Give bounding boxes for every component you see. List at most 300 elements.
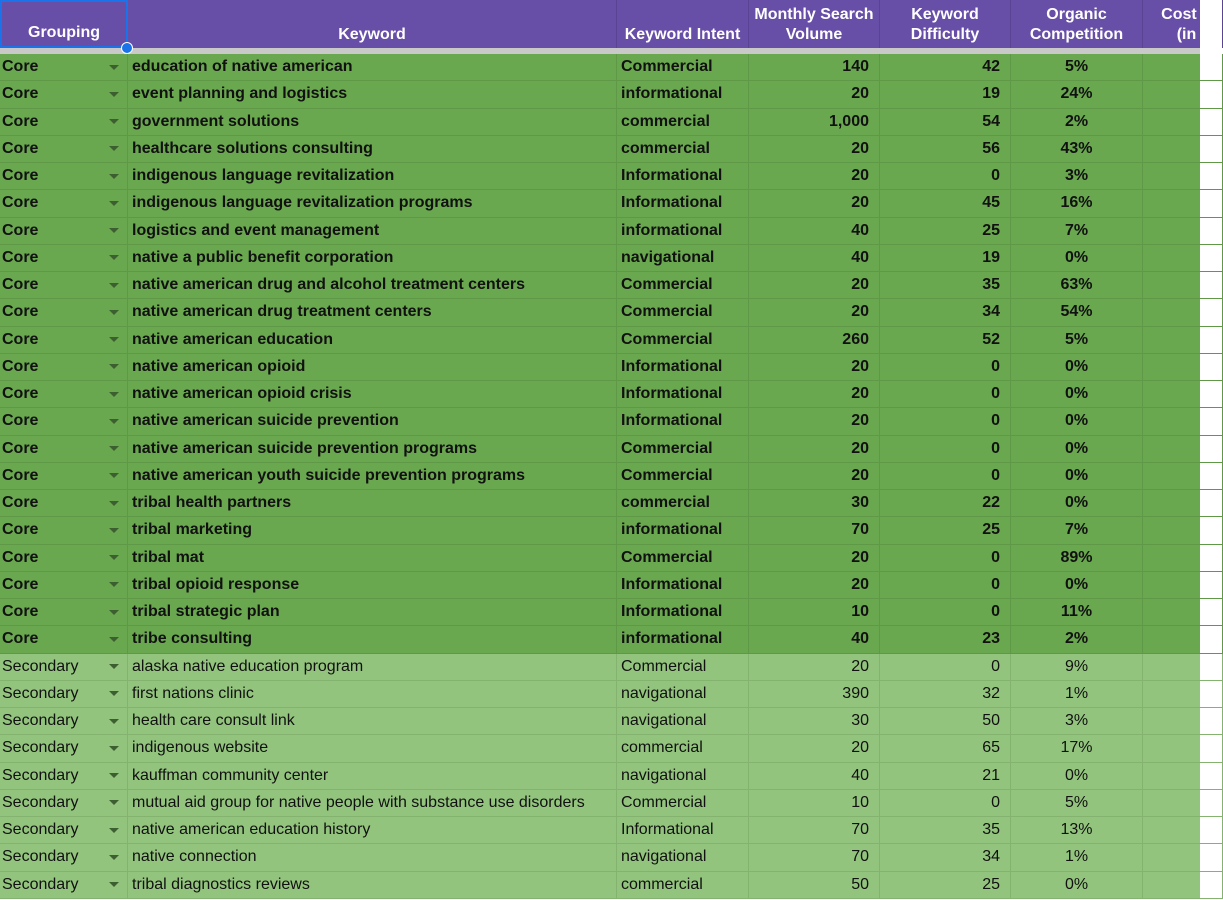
table-row bbox=[0, 245, 1200, 272]
difficulty-cell[interactable] bbox=[880, 490, 1011, 517]
dropdown-arrow-icon[interactable] bbox=[109, 582, 119, 587]
cost-cell[interactable] bbox=[1143, 844, 1223, 871]
competition-cell[interactable] bbox=[1011, 708, 1143, 735]
intent-cell[interactable] bbox=[617, 844, 749, 871]
cell-text: Informational bbox=[621, 357, 723, 375]
intent-cell[interactable] bbox=[617, 872, 749, 899]
keyword-cell[interactable] bbox=[128, 245, 617, 272]
intent-cell[interactable] bbox=[617, 272, 749, 299]
dropdown-arrow-icon[interactable] bbox=[109, 773, 119, 778]
dropdown-arrow-icon[interactable] bbox=[109, 828, 119, 833]
intent-cell[interactable] bbox=[617, 626, 749, 653]
dropdown-arrow-icon[interactable] bbox=[109, 528, 119, 533]
header-cost[interactable] bbox=[1143, 0, 1223, 48]
difficulty-cell[interactable] bbox=[880, 654, 1011, 681]
competition-cell[interactable] bbox=[1011, 54, 1143, 81]
volume-cell[interactable] bbox=[749, 218, 880, 245]
volume-cell[interactable] bbox=[749, 654, 880, 681]
dropdown-arrow-icon[interactable] bbox=[109, 719, 119, 724]
cost-cell[interactable] bbox=[1143, 245, 1223, 272]
grouping-cell[interactable] bbox=[0, 463, 128, 490]
cost-cell[interactable] bbox=[1143, 490, 1223, 517]
volume-cell[interactable] bbox=[749, 735, 880, 762]
cell-text: 0% bbox=[1064, 248, 1089, 266]
volume-cell[interactable] bbox=[749, 136, 880, 163]
keyword-cell[interactable] bbox=[128, 490, 617, 517]
competition-cell[interactable] bbox=[1011, 81, 1143, 108]
volume-cell[interactable] bbox=[749, 844, 880, 871]
keyword-cell[interactable] bbox=[128, 599, 617, 626]
cost-cell[interactable] bbox=[1143, 299, 1223, 326]
header-label: Monthly Search Volume bbox=[754, 6, 874, 43]
dropdown-arrow-icon[interactable] bbox=[109, 419, 119, 424]
intent-cell[interactable] bbox=[617, 327, 749, 354]
cell-text: 5% bbox=[1064, 58, 1089, 76]
competition-cell[interactable] bbox=[1011, 218, 1143, 245]
dropdown-arrow-icon[interactable] bbox=[109, 119, 119, 124]
cell-text: informational bbox=[621, 630, 723, 648]
grouping-cell[interactable] bbox=[0, 626, 128, 653]
difficulty-cell[interactable] bbox=[880, 272, 1011, 299]
cost-cell[interactable] bbox=[1143, 545, 1223, 572]
cost-cell[interactable] bbox=[1143, 735, 1223, 762]
dropdown-arrow-icon[interactable] bbox=[109, 92, 119, 97]
intent-cell[interactable] bbox=[617, 517, 749, 544]
competition-cell[interactable] bbox=[1011, 463, 1143, 490]
keyword-cell[interactable] bbox=[128, 190, 617, 217]
competition-cell[interactable] bbox=[1011, 436, 1143, 463]
header-label: Keyword Intent bbox=[624, 26, 741, 43]
grouping-cell[interactable] bbox=[0, 436, 128, 463]
keyword-cell[interactable] bbox=[128, 545, 617, 572]
selection-handle[interactable] bbox=[121, 42, 133, 54]
competition-cell[interactable] bbox=[1011, 299, 1143, 326]
cell-text: 17% bbox=[1060, 739, 1093, 757]
keyword-cell[interactable] bbox=[128, 272, 617, 299]
keyword-cell[interactable] bbox=[128, 681, 617, 708]
header-grouping[interactable] bbox=[0, 0, 128, 48]
cost-cell[interactable] bbox=[1143, 54, 1223, 81]
intent-cell[interactable] bbox=[617, 299, 749, 326]
volume-cell[interactable] bbox=[749, 872, 880, 899]
intent-cell[interactable] bbox=[617, 817, 749, 844]
keyword-cell[interactable] bbox=[128, 844, 617, 871]
keyword-cell[interactable] bbox=[128, 218, 617, 245]
keyword-cell[interactable] bbox=[128, 463, 617, 490]
intent-cell[interactable] bbox=[617, 81, 749, 108]
cell-text: Core bbox=[2, 494, 39, 512]
grouping-cell[interactable] bbox=[0, 872, 128, 899]
difficulty-cell[interactable] bbox=[880, 109, 1011, 136]
grouping-cell[interactable] bbox=[0, 218, 128, 245]
competition-cell[interactable] bbox=[1011, 817, 1143, 844]
grouping-cell[interactable] bbox=[0, 545, 128, 572]
intent-cell[interactable] bbox=[617, 381, 749, 408]
cost-cell[interactable] bbox=[1143, 681, 1223, 708]
difficulty-cell[interactable] bbox=[880, 299, 1011, 326]
cost-cell[interactable] bbox=[1143, 218, 1223, 245]
cost-cell[interactable] bbox=[1143, 436, 1223, 463]
dropdown-arrow-icon[interactable] bbox=[109, 800, 119, 805]
difficulty-cell[interactable] bbox=[880, 163, 1011, 190]
keyword-cell[interactable] bbox=[128, 299, 617, 326]
difficulty-cell[interactable] bbox=[880, 327, 1011, 354]
keyword-cell[interactable] bbox=[128, 517, 617, 544]
difficulty-cell[interactable] bbox=[880, 763, 1011, 790]
dropdown-arrow-icon[interactable] bbox=[109, 228, 119, 233]
difficulty-cell[interactable] bbox=[880, 817, 1011, 844]
intent-cell[interactable] bbox=[617, 218, 749, 245]
dropdown-arrow-icon[interactable] bbox=[109, 664, 119, 669]
grouping-cell[interactable] bbox=[0, 517, 128, 544]
grouping-cell[interactable] bbox=[0, 790, 128, 817]
competition-cell[interactable] bbox=[1011, 190, 1143, 217]
difficulty-cell[interactable] bbox=[880, 218, 1011, 245]
cell-text: Informational bbox=[621, 412, 723, 430]
intent-cell[interactable] bbox=[617, 763, 749, 790]
intent-cell[interactable] bbox=[617, 136, 749, 163]
keyword-cell[interactable] bbox=[128, 136, 617, 163]
keyword-cell[interactable] bbox=[128, 626, 617, 653]
cell-text: native american suicide prevention bbox=[132, 412, 399, 430]
grouping-cell[interactable] bbox=[0, 54, 128, 81]
competition-cell[interactable] bbox=[1011, 572, 1143, 599]
intent-cell[interactable] bbox=[617, 190, 749, 217]
cell-text: 35 bbox=[982, 276, 1000, 294]
grouping-cell[interactable] bbox=[0, 654, 128, 681]
competition-cell[interactable] bbox=[1011, 844, 1143, 871]
volume-cell[interactable] bbox=[749, 109, 880, 136]
intent-cell[interactable] bbox=[617, 599, 749, 626]
cell-text: Core bbox=[2, 466, 39, 484]
cost-cell[interactable] bbox=[1143, 654, 1223, 681]
header-keyword[interactable] bbox=[128, 0, 617, 48]
cell-text: 65 bbox=[982, 739, 1000, 757]
competition-cell[interactable] bbox=[1011, 163, 1143, 190]
dropdown-arrow-icon[interactable] bbox=[109, 65, 119, 70]
cell-text: 70 bbox=[851, 848, 869, 866]
header-volume[interactable] bbox=[749, 0, 880, 48]
keyword-cell[interactable] bbox=[128, 436, 617, 463]
intent-cell[interactable] bbox=[617, 790, 749, 817]
volume-cell[interactable] bbox=[749, 190, 880, 217]
competition-cell[interactable] bbox=[1011, 354, 1143, 381]
keyword-cell[interactable] bbox=[128, 163, 617, 190]
dropdown-arrow-icon[interactable] bbox=[109, 473, 119, 478]
difficulty-cell[interactable] bbox=[880, 81, 1011, 108]
cost-cell[interactable] bbox=[1143, 708, 1223, 735]
volume-cell[interactable] bbox=[749, 817, 880, 844]
cost-cell[interactable] bbox=[1143, 272, 1223, 299]
competition-cell[interactable] bbox=[1011, 245, 1143, 272]
competition-cell[interactable] bbox=[1011, 381, 1143, 408]
difficulty-cell[interactable] bbox=[880, 354, 1011, 381]
intent-cell[interactable] bbox=[617, 354, 749, 381]
grouping-cell[interactable] bbox=[0, 299, 128, 326]
difficulty-cell[interactable] bbox=[880, 463, 1011, 490]
cost-cell[interactable] bbox=[1143, 790, 1223, 817]
cell-text: 30 bbox=[851, 494, 869, 512]
difficulty-cell[interactable] bbox=[880, 245, 1011, 272]
cost-cell[interactable] bbox=[1143, 136, 1223, 163]
difficulty-cell[interactable] bbox=[880, 708, 1011, 735]
difficulty-cell[interactable] bbox=[880, 599, 1011, 626]
dropdown-arrow-icon[interactable] bbox=[109, 283, 119, 288]
keyword-cell[interactable] bbox=[128, 327, 617, 354]
volume-cell[interactable] bbox=[749, 54, 880, 81]
keyword-cell[interactable] bbox=[128, 708, 617, 735]
grouping-cell[interactable] bbox=[0, 109, 128, 136]
competition-cell[interactable] bbox=[1011, 790, 1143, 817]
keyword-cell[interactable] bbox=[128, 408, 617, 435]
intent-cell[interactable] bbox=[617, 436, 749, 463]
intent-cell[interactable] bbox=[617, 109, 749, 136]
grouping-cell[interactable] bbox=[0, 245, 128, 272]
keyword-cell[interactable] bbox=[128, 81, 617, 108]
intent-cell[interactable] bbox=[617, 54, 749, 81]
difficulty-cell[interactable] bbox=[880, 572, 1011, 599]
cost-cell[interactable] bbox=[1143, 109, 1223, 136]
cell-text: indigenous language revitalization bbox=[132, 167, 395, 185]
cost-cell[interactable] bbox=[1143, 327, 1223, 354]
dropdown-arrow-icon[interactable] bbox=[109, 555, 119, 560]
volume-cell[interactable] bbox=[749, 545, 880, 572]
volume-cell[interactable] bbox=[749, 163, 880, 190]
cell-text: 50 bbox=[851, 875, 869, 893]
dropdown-arrow-icon[interactable] bbox=[109, 146, 119, 151]
competition-cell[interactable] bbox=[1011, 872, 1143, 899]
volume-cell[interactable] bbox=[749, 626, 880, 653]
volume-cell[interactable] bbox=[749, 272, 880, 299]
volume-cell[interactable] bbox=[749, 245, 880, 272]
cell-text: education of native american bbox=[132, 58, 353, 76]
competition-cell[interactable] bbox=[1011, 599, 1143, 626]
difficulty-cell[interactable] bbox=[880, 408, 1011, 435]
difficulty-cell[interactable] bbox=[880, 790, 1011, 817]
grouping-cell[interactable] bbox=[0, 81, 128, 108]
intent-cell[interactable] bbox=[617, 163, 749, 190]
intent-cell[interactable] bbox=[617, 408, 749, 435]
grouping-cell[interactable] bbox=[0, 327, 128, 354]
intent-cell[interactable] bbox=[617, 681, 749, 708]
difficulty-cell[interactable] bbox=[880, 190, 1011, 217]
dropdown-arrow-icon[interactable] bbox=[109, 174, 119, 179]
competition-cell[interactable] bbox=[1011, 545, 1143, 572]
difficulty-cell[interactable] bbox=[880, 436, 1011, 463]
intent-cell[interactable] bbox=[617, 735, 749, 762]
cell-text: Core bbox=[2, 357, 39, 375]
competition-cell[interactable] bbox=[1011, 327, 1143, 354]
intent-cell[interactable] bbox=[617, 654, 749, 681]
difficulty-cell[interactable] bbox=[880, 517, 1011, 544]
cell-text: 35 bbox=[982, 821, 1000, 839]
competition-cell[interactable] bbox=[1011, 272, 1143, 299]
volume-cell[interactable] bbox=[749, 790, 880, 817]
cell-text: 260 bbox=[842, 330, 869, 348]
competition-cell[interactable] bbox=[1011, 735, 1143, 762]
dropdown-arrow-icon[interactable] bbox=[109, 882, 119, 887]
difficulty-cell[interactable] bbox=[880, 381, 1011, 408]
cell-text: 13% bbox=[1060, 821, 1093, 839]
grouping-cell[interactable] bbox=[0, 272, 128, 299]
dropdown-arrow-icon[interactable] bbox=[109, 855, 119, 860]
header-difficulty[interactable] bbox=[880, 0, 1011, 48]
cost-cell[interactable] bbox=[1143, 408, 1223, 435]
difficulty-cell[interactable] bbox=[880, 545, 1011, 572]
cell-text: 34 bbox=[982, 848, 1000, 866]
cell-text: 10 bbox=[851, 793, 869, 811]
cell-text: 2% bbox=[1064, 630, 1089, 648]
keyword-cell[interactable] bbox=[128, 790, 617, 817]
grouping-cell[interactable] bbox=[0, 844, 128, 871]
cost-cell[interactable] bbox=[1143, 572, 1223, 599]
cost-cell[interactable] bbox=[1143, 763, 1223, 790]
competition-cell[interactable] bbox=[1011, 681, 1143, 708]
intent-cell[interactable] bbox=[617, 572, 749, 599]
volume-cell[interactable] bbox=[749, 354, 880, 381]
intent-cell[interactable] bbox=[617, 545, 749, 572]
keyword-cell[interactable] bbox=[128, 381, 617, 408]
cost-cell[interactable] bbox=[1143, 381, 1223, 408]
cell-text: native connection bbox=[132, 848, 257, 866]
grouping-cell[interactable] bbox=[0, 763, 128, 790]
cost-cell[interactable] bbox=[1143, 517, 1223, 544]
competition-cell[interactable] bbox=[1011, 136, 1143, 163]
intent-cell[interactable] bbox=[617, 490, 749, 517]
volume-cell[interactable] bbox=[749, 763, 880, 790]
cost-cell[interactable] bbox=[1143, 354, 1223, 381]
cost-cell[interactable] bbox=[1143, 81, 1223, 108]
grouping-cell[interactable] bbox=[0, 735, 128, 762]
grouping-cell[interactable] bbox=[0, 163, 128, 190]
intent-cell[interactable] bbox=[617, 708, 749, 735]
grouping-cell[interactable] bbox=[0, 490, 128, 517]
keyword-cell[interactable] bbox=[128, 572, 617, 599]
competition-cell[interactable] bbox=[1011, 763, 1143, 790]
competition-cell[interactable] bbox=[1011, 490, 1143, 517]
cell-text: Core bbox=[2, 303, 39, 321]
difficulty-cell[interactable] bbox=[880, 626, 1011, 653]
header-label: Organic Competition bbox=[1029, 6, 1124, 43]
volume-cell[interactable] bbox=[749, 436, 880, 463]
volume-cell[interactable] bbox=[749, 490, 880, 517]
volume-cell[interactable] bbox=[749, 463, 880, 490]
cell-text: 40 bbox=[851, 221, 869, 239]
cell-text: Core bbox=[2, 248, 39, 266]
volume-cell[interactable] bbox=[749, 599, 880, 626]
cost-cell[interactable] bbox=[1143, 599, 1223, 626]
volume-cell[interactable] bbox=[749, 381, 880, 408]
table-row bbox=[0, 817, 1200, 844]
competition-cell[interactable] bbox=[1011, 626, 1143, 653]
grouping-cell[interactable] bbox=[0, 599, 128, 626]
header-competition[interactable] bbox=[1011, 0, 1143, 48]
cost-cell[interactable] bbox=[1143, 463, 1223, 490]
keyword-cell[interactable] bbox=[128, 54, 617, 81]
dropdown-arrow-icon[interactable] bbox=[109, 637, 119, 642]
cell-text: 25 bbox=[982, 521, 1000, 539]
grouping-cell[interactable] bbox=[0, 354, 128, 381]
dropdown-arrow-icon[interactable] bbox=[109, 201, 119, 206]
competition-cell[interactable] bbox=[1011, 109, 1143, 136]
volume-cell[interactable] bbox=[749, 327, 880, 354]
volume-cell[interactable] bbox=[749, 408, 880, 435]
grouping-cell[interactable] bbox=[0, 136, 128, 163]
cell-text: Commercial bbox=[621, 793, 707, 811]
cost-cell[interactable] bbox=[1143, 163, 1223, 190]
difficulty-cell[interactable] bbox=[880, 735, 1011, 762]
volume-cell[interactable] bbox=[749, 81, 880, 108]
grouping-cell[interactable] bbox=[0, 381, 128, 408]
competition-cell[interactable] bbox=[1011, 654, 1143, 681]
grouping-cell[interactable] bbox=[0, 817, 128, 844]
grouping-cell[interactable] bbox=[0, 681, 128, 708]
volume-cell[interactable] bbox=[749, 681, 880, 708]
dropdown-arrow-icon[interactable] bbox=[109, 364, 119, 369]
header-intent[interactable] bbox=[617, 0, 749, 48]
cost-cell[interactable] bbox=[1143, 626, 1223, 653]
grouping-cell[interactable] bbox=[0, 572, 128, 599]
cell-text: Commercial bbox=[621, 58, 713, 76]
keyword-cell[interactable] bbox=[128, 872, 617, 899]
dropdown-arrow-icon[interactable] bbox=[109, 255, 119, 260]
difficulty-cell[interactable] bbox=[880, 136, 1011, 163]
dropdown-arrow-icon[interactable] bbox=[109, 310, 119, 315]
cell-text: 5% bbox=[1064, 330, 1089, 348]
grouping-cell[interactable] bbox=[0, 708, 128, 735]
difficulty-cell[interactable] bbox=[880, 54, 1011, 81]
keyword-cell[interactable] bbox=[128, 735, 617, 762]
cell-text: 54 bbox=[982, 112, 1000, 130]
difficulty-cell[interactable] bbox=[880, 844, 1011, 871]
volume-cell[interactable] bbox=[749, 708, 880, 735]
intent-cell[interactable] bbox=[617, 245, 749, 272]
cell-text: alaska native education program bbox=[132, 657, 364, 675]
cost-cell[interactable] bbox=[1143, 872, 1223, 899]
keyword-cell[interactable] bbox=[128, 109, 617, 136]
cell-text: 0% bbox=[1064, 466, 1089, 484]
volume-cell[interactable] bbox=[749, 572, 880, 599]
keyword-cell[interactable] bbox=[128, 354, 617, 381]
grouping-cell[interactable] bbox=[0, 408, 128, 435]
dropdown-arrow-icon[interactable] bbox=[109, 392, 119, 397]
intent-cell[interactable] bbox=[617, 463, 749, 490]
keyword-cell[interactable] bbox=[128, 817, 617, 844]
table-row bbox=[0, 190, 1200, 217]
volume-cell[interactable] bbox=[749, 517, 880, 544]
cell-text: 63% bbox=[1060, 276, 1093, 294]
dropdown-arrow-icon[interactable] bbox=[109, 746, 119, 751]
competition-cell[interactable] bbox=[1011, 517, 1143, 544]
volume-cell[interactable] bbox=[749, 299, 880, 326]
cost-cell[interactable] bbox=[1143, 817, 1223, 844]
difficulty-cell[interactable] bbox=[880, 872, 1011, 899]
keyword-cell[interactable] bbox=[128, 763, 617, 790]
dropdown-arrow-icon[interactable] bbox=[109, 691, 119, 696]
grouping-cell[interactable] bbox=[0, 190, 128, 217]
dropdown-arrow-icon[interactable] bbox=[109, 337, 119, 342]
cell-text: 25 bbox=[982, 875, 1000, 893]
difficulty-cell[interactable] bbox=[880, 681, 1011, 708]
cost-cell[interactable] bbox=[1143, 190, 1223, 217]
cell-text: informational bbox=[621, 85, 723, 103]
keyword-cell[interactable] bbox=[128, 654, 617, 681]
table-row bbox=[0, 54, 1200, 81]
competition-cell[interactable] bbox=[1011, 408, 1143, 435]
dropdown-arrow-icon[interactable] bbox=[109, 610, 119, 615]
dropdown-arrow-icon[interactable] bbox=[109, 446, 119, 451]
dropdown-arrow-icon[interactable] bbox=[109, 501, 119, 506]
